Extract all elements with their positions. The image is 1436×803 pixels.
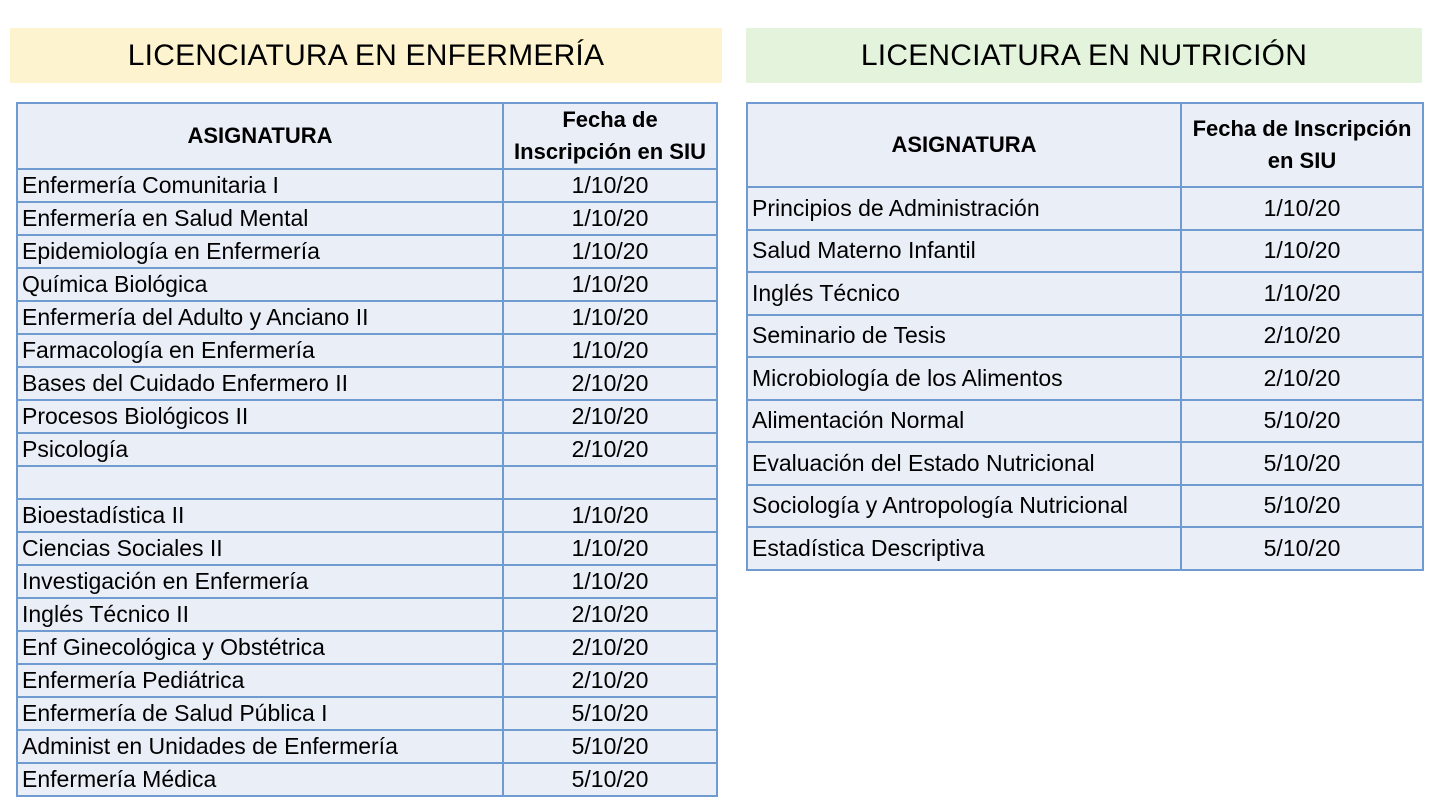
subject-cell: Alimentación Normal	[747, 400, 1181, 443]
date-cell: 1/10/20	[503, 301, 717, 334]
subject-cell: Enfermería Pediátrica	[17, 664, 503, 697]
table-row	[17, 367, 717, 400]
date-cell: 1/10/20	[503, 268, 717, 301]
date-cell: 5/10/20	[1181, 442, 1423, 485]
subject-cell: Química Biológica	[17, 268, 503, 301]
table-row	[17, 301, 717, 334]
date-cell: 1/10/20	[503, 334, 717, 367]
date-cell: 1/10/20	[503, 202, 717, 235]
subject-cell: Inglés Técnico	[747, 272, 1181, 315]
enfermeria-title: LICENCIATURA EN ENFERMERÍA	[127, 38, 605, 72]
table-row	[17, 466, 717, 499]
date-cell: 2/10/20	[1181, 357, 1423, 400]
table-row	[747, 187, 1423, 230]
subject-cell: Enfermería en Salud Mental	[17, 202, 503, 235]
table-header-row	[747, 103, 1423, 187]
table-row	[747, 230, 1423, 273]
date-cell: 2/10/20	[503, 400, 717, 433]
table-row	[17, 202, 717, 235]
date-cell: 1/10/20	[1181, 187, 1423, 230]
subject-cell: Microbiología de los Alimentos	[747, 357, 1181, 400]
subject-cell: Procesos Biológicos II	[17, 400, 503, 433]
date-cell: 5/10/20	[1181, 527, 1423, 570]
table-row	[17, 565, 717, 598]
table-row	[17, 664, 717, 697]
date-cell: 2/10/20	[503, 631, 717, 664]
subject-column-header: ASIGNATURA	[747, 103, 1181, 187]
date-cell: 1/10/20	[1181, 272, 1423, 315]
subject-cell: Seminario de Tesis	[747, 315, 1181, 358]
date-cell: 2/10/20	[1181, 315, 1423, 358]
table-row	[17, 697, 717, 730]
date-header-line-1: Fecha de Inscripción	[1192, 116, 1412, 141]
date-cell: 5/10/20	[1181, 485, 1423, 528]
nutricion-title: LICENCIATURA EN NUTRICIÓN	[860, 38, 1308, 72]
date-cell: 5/10/20	[1181, 400, 1423, 443]
subject-cell: Enfermería de Salud Pública I	[17, 697, 503, 730]
subject-cell: Bioestadística II	[17, 499, 503, 532]
subject-cell: Ciencias Sociales II	[17, 532, 503, 565]
table-row	[17, 499, 717, 532]
subject-cell: Bases del Cuidado Enfermero II	[17, 367, 503, 400]
table-row	[747, 442, 1423, 485]
date-cell: 1/10/20	[503, 235, 717, 268]
table-row	[747, 400, 1423, 443]
subject-cell: Enf Ginecológica y Obstétrica	[17, 631, 503, 664]
date-cell: 2/10/20	[503, 433, 717, 466]
table-row	[747, 357, 1423, 400]
table-row	[17, 400, 717, 433]
table-row	[747, 485, 1423, 528]
date-cell: 5/10/20	[503, 730, 717, 763]
subject-cell: Enfermería del Adulto y Anciano II	[17, 301, 503, 334]
table-row	[17, 763, 717, 796]
date-column-header	[503, 103, 717, 169]
enfermeria-schedule-table	[16, 102, 718, 797]
table-row	[747, 527, 1423, 570]
subject-cell: Farmacología en Enfermería	[17, 334, 503, 367]
table-row	[17, 532, 717, 565]
table-row	[17, 598, 717, 631]
table-row	[17, 334, 717, 367]
date-header-line-1: Fecha de	[562, 107, 658, 132]
date-cell: 1/10/20	[503, 169, 717, 202]
subject-cell	[17, 466, 503, 499]
subject-cell: Epidemiología en Enfermería	[17, 235, 503, 268]
date-cell: 5/10/20	[503, 763, 717, 796]
date-header-line-2: en SIU	[1267, 148, 1337, 173]
date-cell: 1/10/20	[1181, 230, 1423, 273]
date-column-header	[1181, 103, 1423, 187]
enfermeria-title-banner	[10, 28, 722, 83]
table-row	[17, 235, 717, 268]
table-row	[17, 268, 717, 301]
subject-cell: Enfermería Médica	[17, 763, 503, 796]
date-cell: 2/10/20	[503, 598, 717, 631]
date-cell: 1/10/20	[503, 565, 717, 598]
table-row	[17, 631, 717, 664]
subject-cell: Sociología y Antropología Nutricional	[747, 485, 1181, 528]
subject-column-header: ASIGNATURA	[17, 103, 503, 169]
date-header-line-2: Inscripción en SIU	[514, 139, 706, 164]
date-cell: 1/10/20	[503, 532, 717, 565]
nutricion-schedule-table	[746, 102, 1424, 571]
table-row	[747, 315, 1423, 358]
subject-cell: Salud Materno Infantil	[747, 230, 1181, 273]
subject-cell: Estadística Descriptiva	[747, 527, 1181, 570]
date-cell: 2/10/20	[503, 367, 717, 400]
subject-cell: Enfermería Comunitaria I	[17, 169, 503, 202]
subject-cell: Inglés Técnico II	[17, 598, 503, 631]
table-row	[747, 272, 1423, 315]
table-row	[17, 169, 717, 202]
subject-cell: Administ en Unidades de Enfermería	[17, 730, 503, 763]
date-cell: 2/10/20	[503, 664, 717, 697]
subject-cell: Principios de Administración	[747, 187, 1181, 230]
subject-cell: Investigación en Enfermería	[17, 565, 503, 598]
subject-cell: Psicología	[17, 433, 503, 466]
date-cell: 5/10/20	[503, 697, 717, 730]
date-cell	[503, 466, 717, 499]
nutricion-title-banner	[746, 28, 1422, 83]
subject-cell: Evaluación del Estado Nutricional	[747, 442, 1181, 485]
date-cell: 1/10/20	[503, 499, 717, 532]
table-row	[17, 433, 717, 466]
table-row	[17, 730, 717, 763]
table-header-row	[17, 103, 717, 169]
